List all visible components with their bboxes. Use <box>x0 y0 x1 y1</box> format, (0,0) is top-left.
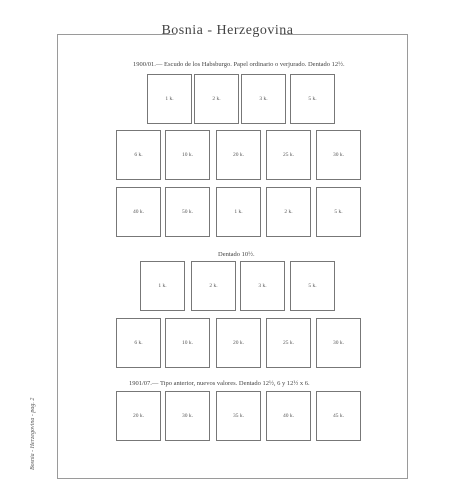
stamp-value: 25 k. <box>283 340 294 346</box>
stamp-value: 5 k. <box>334 209 343 215</box>
stamp-slot-r5-4 <box>266 318 311 368</box>
stamp-value: 20 k. <box>233 340 244 346</box>
stamp-slot-r5-3 <box>216 318 261 368</box>
stamp-slot-r2-3 <box>216 130 261 180</box>
stamp-slot-r4-4 <box>290 261 335 311</box>
stamp-slot-r5-2 <box>165 318 210 368</box>
stamp-slot-r2-4 <box>266 130 311 180</box>
stamp-slot-r6-2 <box>165 391 210 441</box>
stamp-slot-r3-2 <box>165 187 210 237</box>
stamp-slot-r3-5 <box>316 187 361 237</box>
page-title: Bosnia - Herzegovina <box>161 23 294 38</box>
stamp-slot-r6-3 <box>216 391 261 441</box>
stamp-slot-r1-3 <box>241 74 286 124</box>
stamp-value: 35 k. <box>233 413 244 419</box>
stamp-slot-r4-2 <box>191 261 236 311</box>
stamp-slot-r4-3 <box>240 261 285 311</box>
caption-1901-07: 1901/07.— Tipo anterior, nuevos valores. Dentado 12½, 6 y 12½ x 6. <box>129 380 310 387</box>
stamp-slot-r6-4 <box>266 391 311 441</box>
stamp-slot-r1-4 <box>290 74 335 124</box>
stamp-slot-r6-5 <box>316 391 361 441</box>
stamp-value: 2 k. <box>284 209 293 215</box>
stamp-value: 2 k. <box>212 96 221 102</box>
stamp-value: 2 k. <box>209 283 218 289</box>
stamp-slot-r5-5 <box>316 318 361 368</box>
stamp-value: 1 k. <box>158 283 167 289</box>
stamp-value: 5 k. <box>308 96 317 102</box>
stamp-value: 20 k. <box>233 152 244 158</box>
stamp-slot-r3-4 <box>266 187 311 237</box>
stamp-value: 20 k. <box>133 413 144 419</box>
stamp-slot-r2-5 <box>316 130 361 180</box>
stamp-value: 30 k. <box>333 340 344 346</box>
stamp-slot-r3-3 <box>216 187 261 237</box>
stamp-value: 3 k. <box>259 96 268 102</box>
stamp-slot-r5-1 <box>116 318 161 368</box>
stamp-value: 30 k. <box>182 413 193 419</box>
stamp-slot-r1-2 <box>194 74 239 124</box>
stamp-value: 5 k. <box>308 283 317 289</box>
stamp-slot-r1-1 <box>147 74 192 124</box>
stamp-slot-r6-1 <box>116 391 161 441</box>
stamp-slot-r2-2 <box>165 130 210 180</box>
caption-dentado: Dentado 10½. <box>218 251 255 258</box>
stamp-value: 1 k. <box>234 209 243 215</box>
stamp-value: 1 k. <box>165 96 174 102</box>
stamp-slot-r3-1 <box>116 187 161 237</box>
stamp-value: 50 k. <box>182 209 193 215</box>
side-label: Bosnia - Herzegovina - pag. 2 <box>30 397 36 470</box>
stamp-value: 10 k. <box>182 340 193 346</box>
stamp-value: 30 k. <box>333 152 344 158</box>
stamp-slot-r4-1 <box>140 261 185 311</box>
stamp-value: 3 k. <box>258 283 267 289</box>
stamp-value: 6 k. <box>134 152 143 158</box>
stamp-value: 40 k. <box>283 413 294 419</box>
caption-1900-01: 1900/01.— Escudo de los Habsburgo. Papel ordinario o verjurado. Dentado 12½. <box>133 61 345 68</box>
stamp-value: 6 k. <box>134 340 143 346</box>
stamp-value: 40 k. <box>133 209 144 215</box>
stamp-value: 10 k. <box>182 152 193 158</box>
stamp-slot-r2-1 <box>116 130 161 180</box>
stamp-value: 45 k. <box>333 413 344 419</box>
stamp-value: 25 k. <box>283 152 294 158</box>
